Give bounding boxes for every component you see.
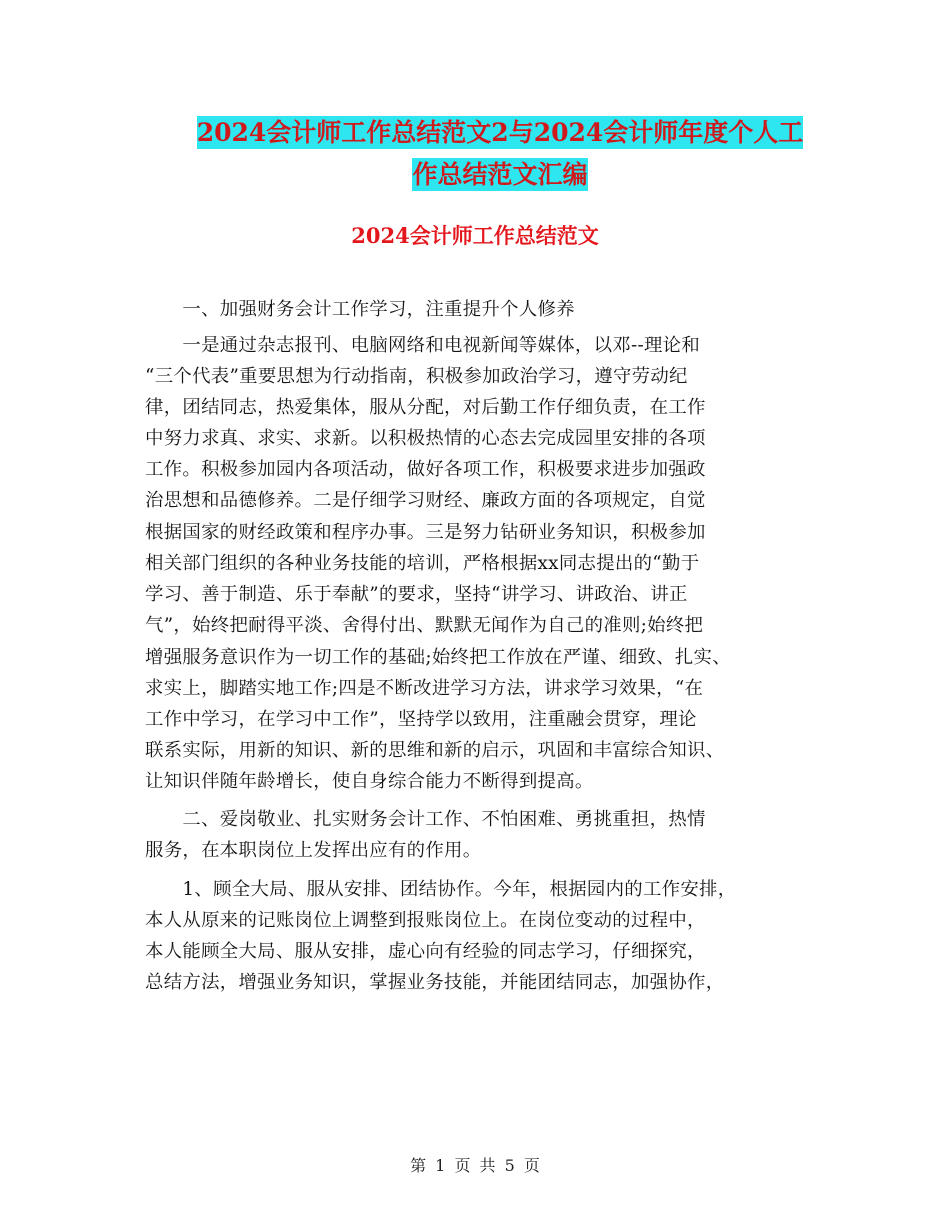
body-line: 总结方法，增强业务知识，掌握业务技能，并能团结同志，加强协作，	[145, 972, 725, 993]
body-line: 服务，在本职岗位上发挥出应有的作用。	[145, 840, 482, 861]
body-line: 气”，始终把耐得平淡、舍得付出、默默无闻作为自己的准则;始终把	[145, 615, 704, 636]
body-line: 一是通过杂志报刊、电脑网络和电视新闻等媒体，以邓--理论和	[145, 335, 701, 356]
body-line: “三个代表”重要思想为行动指南，积极参加政治学习，遵守劳动纪	[145, 366, 688, 387]
page-footer: 第 1 页 共 5 页	[410, 1156, 540, 1175]
body-line: 二、爱岗敬业、扎实财务会计工作、不怕困难、勇挑重担，热情	[145, 809, 706, 830]
body-line: 求实上，脚踏实地工作;四是不断改进学习方法，讲求学习效果，“在	[145, 678, 704, 699]
body-line: 学习、善于制造、乐于奉献”的要求，坚持“讲学习、讲政治、讲正	[145, 584, 688, 605]
section-heading: 2024会计师工作总结范文	[351, 223, 599, 248]
body-line: 中努力求真、求实、求新。以积极热情的心态去完成园里安排的各项	[145, 428, 706, 449]
body-line: 律，团结同志，热爱集体，服从分配，对后勤工作仔细负责，在工作	[145, 397, 706, 418]
body-line: 根据国家的财经政策和程序办事。三是努力钻研业务知识，积极参加	[145, 522, 706, 543]
body-line: 联系实际，用新的知识、新的思维和新的启示，巩固和丰富综合知识、	[145, 740, 725, 761]
document-title-line-2: 作总结范文汇编	[412, 160, 588, 189]
body-line: 相关部门组织的各种业务技能的培训，严格根据xx同志提出的“勤于	[145, 553, 700, 574]
body-line: 工作中学习，在学习中工作”，坚持学以致用，注重融会贯穿，理论	[145, 709, 697, 730]
body-line: 一、加强财务会计工作学习，注重提升个人修养	[145, 299, 575, 320]
body-line: 工作。积极参加园内各项活动，做好各项工作，积极要求进步加强政	[145, 459, 706, 480]
body-line: 本人从原来的记账岗位上调整到报账岗位上。在岗位变动的过程中，	[145, 910, 706, 931]
body-line: 增强服务意识作为一切工作的基础;始终把工作放在严谨、细致、扎实、	[145, 647, 731, 668]
document-title-line-1: 2024会计师工作总结范文2与2024会计师年度个人工	[196, 118, 804, 147]
body-line: 让知识伴随年龄增长，使自身综合能力不断得到提高。	[145, 771, 594, 792]
body-line: 1、顾全大局、服从安排、团结协作。今年，根据园内的工作安排，	[145, 879, 737, 900]
body-line: 治思想和品德修养。二是仔细学习财经、廉政方面的各项规定，自觉	[145, 490, 706, 511]
body-line: 本人能顾全大局、服从安排，虚心向有经验的同志学习，仔细探究，	[145, 941, 706, 962]
